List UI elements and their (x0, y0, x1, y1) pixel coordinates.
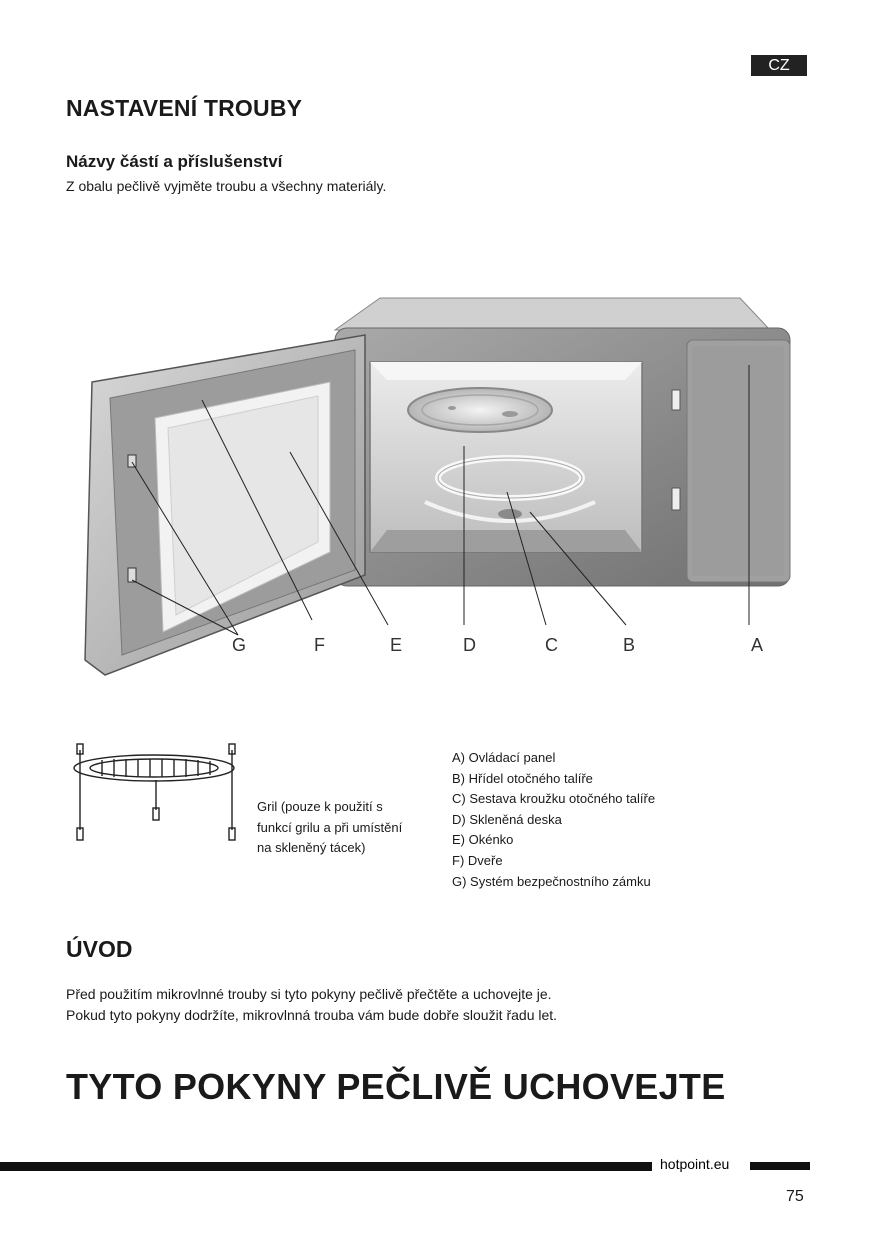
brand-link[interactable]: hotpoint.eu (660, 1156, 730, 1172)
label-c: C (545, 635, 558, 655)
page-number: 75 (786, 1188, 804, 1205)
intro-line: Před použitím mikrovlnné trouby si tyto pokyny pečlivě přečtěte a uchovejte je. (66, 986, 552, 1002)
label-d: D (463, 635, 476, 655)
footer-bar-right (750, 1162, 810, 1170)
latch-hook-bottom (128, 568, 136, 582)
legend-item: B) Hřídel otočného talíře (452, 770, 593, 786)
language-badge: CZ (751, 55, 807, 76)
label-f: F (314, 635, 325, 655)
microwave-diagram (80, 290, 800, 685)
section-title: NASTAVENÍ TROUBY (66, 95, 303, 121)
label-b: B (623, 635, 636, 655)
grill-rack-icon (66, 738, 246, 848)
legend-item: F) Dveře (452, 852, 503, 868)
grill-caption-line: Gril (pouze k použití s (257, 799, 383, 814)
parts-heading: Názvy částí a příslušenství (66, 152, 283, 171)
label-a: A (751, 635, 764, 655)
legend-item: A) Ovládací panel (452, 750, 556, 765)
legend-item: C) Sestava kroužku otočného talíře (452, 791, 656, 807)
turntable-shaft (498, 509, 522, 519)
label-g: G (232, 635, 247, 655)
intro-line: Pokud tyto pokyny dodržíte, mikrovlnná trouba vám bude dobře sloužit řadu let. (66, 1007, 558, 1023)
intro-text (66, 984, 557, 1026)
parts-intro: Z obalu pečlivě vyjměte troubu a všechny materiály. (66, 178, 387, 194)
body-top (335, 298, 770, 330)
label-e: E (390, 635, 403, 655)
latch-hook-top (128, 455, 136, 467)
grill-caption (257, 797, 402, 859)
grill-caption-line: na skleněný tácek) (257, 840, 366, 855)
keep-instructions-title: TYTO POKYNY PEČLIVĚ UCHOVEJTE (66, 1066, 726, 1107)
intro-heading: ÚVOD (66, 936, 133, 962)
grill-caption-line: funkcí grilu a při umístění (257, 819, 403, 835)
legend-item: E) Okénko (452, 832, 514, 848)
footer-bar-left (0, 1162, 652, 1171)
legend-item: G) Systém bezpečnostního zámku (452, 873, 651, 889)
legend-item: D) Skleněná deska (452, 811, 562, 827)
parts-legend (452, 748, 655, 892)
